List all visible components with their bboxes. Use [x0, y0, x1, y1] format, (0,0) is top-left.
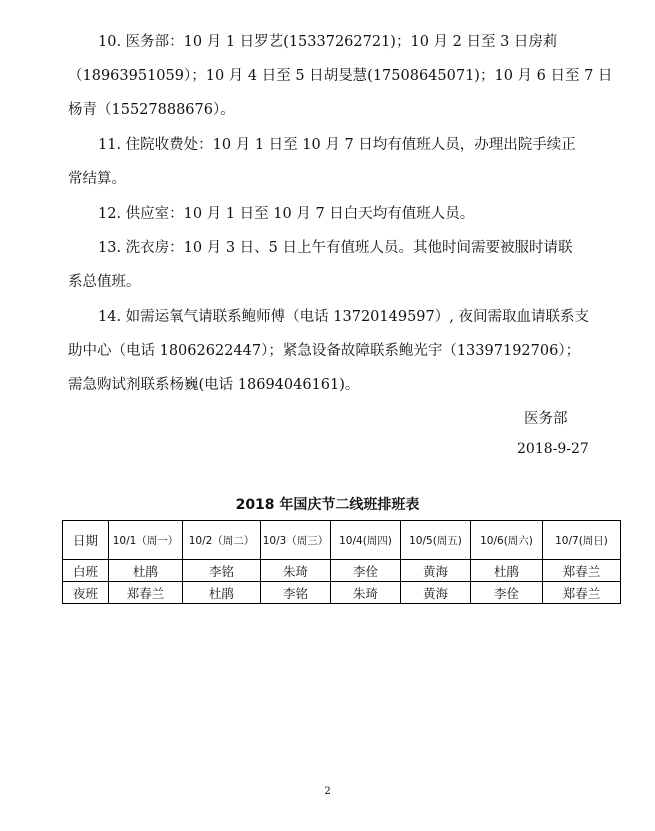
header-cell: 10/2（周二） [183, 521, 261, 560]
text-line: 10. 医务部：10 月 1 日罗艺(15337262721)；10 月 2 日至 3 日房莉 [98, 34, 558, 50]
header-cell: 10/3（周三） [261, 521, 331, 560]
table-cell: 李佺 [331, 560, 401, 582]
header-cell: 10/1（周一） [109, 521, 183, 560]
paragraph-medical-dept [68, 25, 613, 127]
table-cell: 杜鹃 [109, 560, 183, 582]
table-row [63, 560, 621, 582]
table-cell: 朱琦 [331, 582, 401, 604]
paragraph-contacts [68, 300, 590, 402]
text-line: 常结算。 [68, 171, 126, 187]
header-cell: 10/7(周日) [543, 521, 621, 560]
table-row [63, 582, 621, 604]
table-header-row [63, 521, 621, 560]
header-cell: 日期 [63, 521, 109, 560]
paragraph-billing-office [68, 128, 590, 196]
header-cell: 10/4(周四) [331, 521, 401, 560]
text-line: 助中心（电话 18062622447）；紧急设备故障联系鲍光宇（13397192706）； [68, 343, 581, 359]
header-cell: 10/6(周六) [471, 521, 543, 560]
table-cell: 李佺 [471, 582, 543, 604]
page-number: 2 [324, 786, 331, 797]
table-cell: 杜鹃 [183, 582, 261, 604]
text-line: 杨青（15527888676）。 [68, 102, 235, 118]
table-cell: 郑春兰 [543, 582, 621, 604]
table-cell: 杜鹃 [471, 560, 543, 582]
table-cell: 李铭 [183, 560, 261, 582]
signature-department: 医务部 [524, 411, 568, 427]
text-line: 系总值班。 [68, 274, 141, 290]
text-line: 12. 供应室：10 月 1 日至 10 月 7 日白天均有值班人员。 [98, 206, 475, 222]
table-cell: 郑春兰 [109, 582, 183, 604]
table-cell: 黄海 [401, 582, 471, 604]
roster-title: 2018 年国庆节二线班排班表 [235, 497, 420, 513]
header-cell: 10/5(周五) [401, 521, 471, 560]
table-cell: 朱琦 [261, 560, 331, 582]
table-cell: 李铭 [261, 582, 331, 604]
roster-table [62, 520, 621, 604]
table-cell: 黄海 [401, 560, 471, 582]
signature-date: 2018-9-27 [517, 441, 589, 457]
text-line: （18963951059）；10 月 4 日至 5 日胡旻慧(17508645071)；10 月 6 日至 7 日 [68, 68, 613, 84]
text-line: 14. 如需运氧气请联系鲍师傅（电话 13720149597）, 夜间需取血请联系支 [98, 309, 589, 325]
table-cell: 白班 [63, 560, 109, 582]
text-line: 13. 洗衣房：10 月 3 日、5 日上午有值班人员。其他时间需要被服时请联 [98, 240, 573, 256]
text-line: 11. 住院收费处：10 月 1 日至 10 月 7 日均有值班人员，办理出院手续正 [98, 137, 576, 153]
table-cell: 郑春兰 [543, 560, 621, 582]
text-line: 需急购试剂联系杨巍(电话 18694046161)。 [68, 377, 360, 393]
paragraph-supply-room [68, 197, 590, 231]
paragraph-laundry [68, 231, 590, 299]
table-cell: 夜班 [63, 582, 109, 604]
